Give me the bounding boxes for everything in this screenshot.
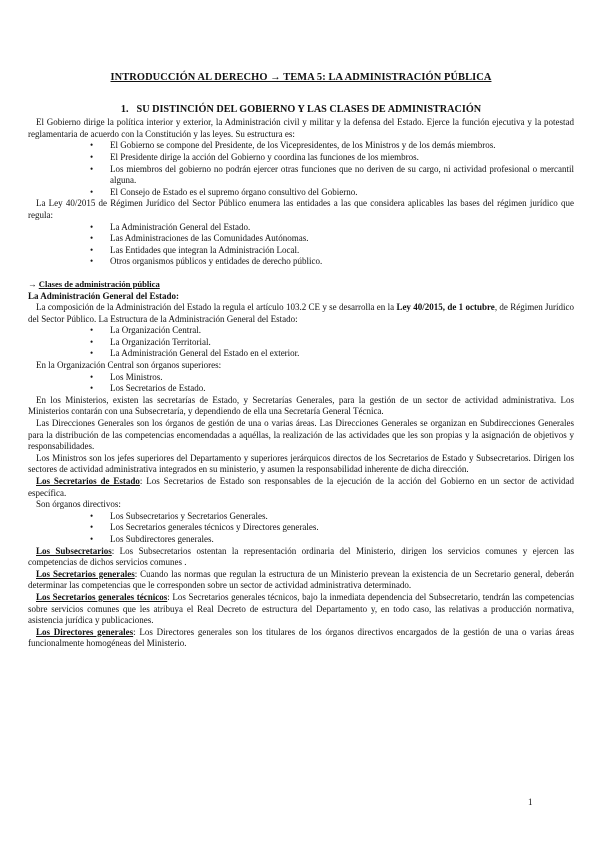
page-content [28, 72, 574, 650]
list-item: • El Presidente dirige la acción del Gobierno y coordina las funciones de los miembros. [110, 152, 574, 164]
arrow-icon: → [28, 278, 37, 289]
directivos-intro: Son órganos directivos: [36, 499, 121, 510]
age-heading: La Administración General del Estado: [28, 290, 180, 301]
directores-generales-text: : Los Directores generales son los titulares de los órganos directivos encargados de la gestión de una o varias áreas funcionalmente homogéneas del Ministerio. [28, 626, 575, 649]
secretarios-tecnicos-text: : Los Secretarios generales técnicos, bajo la inmediata dependencia del Subsecretario, tendrán las competencias sobre servicios comunes que les atribuya el Real Decreto de estructura del Departamento y, en todo caso, las relativas a producción normativa, asistencia jurídica y publicaciones. [28, 591, 574, 626]
secretarios-generales-label: Los Secretarios generales [36, 568, 135, 579]
gobierno-structure-list [28, 140, 574, 198]
secretarios-estado-label: Los Secretarios de Estado [36, 476, 140, 486]
list-item: • Los Subsecretarios y Secretarios Generales. [110, 511, 574, 523]
composicion-text-a: La composición de la Administración del Estado la regula el artículo 103.2 CE y se desarrolla en la [36, 302, 397, 313]
list-item: • Otros organismos públicos y entidades de derecho público. [110, 256, 574, 268]
ministerios-paragraph: En los Ministerios, existen las secretarías de Estado, y Secretarías Generales, para la gestión de un sector de actividad administrativa. Los Ministerios contarán con una Subsecretaría, y dependiendo de ella una Secretaría General Técnica. [28, 394, 574, 417]
list-item: • Los Subdirectores generales. [110, 534, 574, 546]
section-1-heading [28, 104, 574, 116]
list-item: • Los Secretarios de Estado. [110, 383, 574, 395]
list-item: • El Gobierno se compone del Presidente, de los Vicepresidentes, de los Ministros y de los demás miembros. [110, 140, 574, 152]
ley-reference: Ley 40/2015, de 1 octubre [396, 302, 495, 313]
organos-superiores-list [28, 372, 574, 395]
subsecretarios-text: : Los Subsecretarios ostentan la representación ordinaria del Ministerio, dirigen los servicios comunes y ejercen las competencias de dichos servicios comunes . [28, 545, 574, 568]
secretarios-tecnicos-label: Los Secretarios generales técnicos [36, 591, 168, 602]
list-item: • La Administración General del Estado en el exterior. [110, 348, 574, 360]
clases-heading-text: Clases de administración pública [38, 278, 160, 289]
composicion-text-b: , de Régimen Jurídico del Sector Público. La Estructura de la Administración General del Estado: [28, 302, 575, 324]
directores-generales-label: Los Directores generales [36, 626, 134, 637]
list-item: • La Organización Central. [110, 325, 574, 337]
clases-heading [28, 279, 574, 291]
secretarios-estado-text: : Los Secretarios de Estado son responsables de la ejecución de la acción del Gobierno en un sector de actividad específica. [28, 476, 574, 498]
direcciones-paragraph: Las Direcciones Generales son los órganos de gestión de una o varias áreas. Las Direcciones Generales se organizan en Subdirecciones Generales para la distribución de las competencias encomendadas a aquéllas, la realización de las actividades que les son propias y la asignación de objetivos y responsabilidades. [28, 418, 574, 452]
subsecretarios-paragraph [28, 546, 574, 569]
list-item: • Los Secretarios generales técnicos y Directores generales. [110, 522, 574, 534]
list-item: • Las Entidades que integran la Administración Local. [110, 245, 574, 257]
secretarios-generales-paragraph [28, 569, 574, 592]
list-item: • La Administración General del Estado. [110, 222, 574, 234]
subsecretarios-label: Los Subsecretarios [36, 545, 112, 556]
secretarios-generales-text: : Cuando las normas que regulan la estructura de un Ministerio prevean la existencia de un Secretario general, deberán determinar las competencias que le corresponden sobre un sector de actividad administrativa determinado. [28, 568, 574, 591]
composicion-paragraph [28, 302, 574, 325]
section-1-number: 1. [120, 103, 129, 115]
document-title: INTRODUCCIÓN AL DERECHO → TEMA 5: LA ADMINISTRACIÓN PÚBLICA [110, 72, 492, 83]
section-1-heading-text: SU DISTINCIÓN DEL GOBIERNO Y LAS CLASES DE ADMINISTRACIÓN [136, 103, 482, 115]
ministros-paragraph: Los Ministros son los jefes superiores del Departamento y superiores jerárquicos directos de los Secretarios de Estado y Subsecretarios. Dirigen los sectores de actividad administrativa integrados en su ministerio, y asumen la responsabilidad inherente de dicha dirección. [28, 452, 574, 475]
secretarios-tecnicos-paragraph [28, 592, 574, 627]
page-number: 1 [528, 797, 533, 807]
list-item: • Las Administraciones de las Comunidades Autónomas. [110, 233, 574, 245]
list-item: • Los Ministros. [110, 372, 574, 384]
directores-generales-paragraph [28, 627, 574, 650]
gobierno-intro-paragraph: El Gobierno dirige la política interior y exterior, la Administración civil y militar y la defensa del Estado. Ejerce la función ejecutiva y la potestad reglamentaria de acuerdo con la Constitución y las leyes. Su estructura es: [28, 117, 574, 139]
secretarios-estado-paragraph [28, 476, 574, 499]
spacer [28, 268, 574, 279]
list-item: • La Organización Territorial. [110, 337, 574, 349]
entidades-list [28, 222, 574, 268]
age-structure-list [28, 325, 574, 360]
organos-directivos-list [28, 511, 574, 546]
central-intro: En la Organización Central son órganos superiores: [36, 360, 222, 371]
list-item: • Los miembros del gobierno no podrán ejercer otras funciones que no deriven de su cargo, ni actividad profesional o mercantil alguna. [110, 164, 574, 187]
ley-40-2015-paragraph: La Ley 40/2015 de Régimen Jurídico del Sector Público enumera las entidades a las que considera aplicables las bases del régimen jurídico que regula: [28, 198, 574, 220]
list-item: • El Consejo de Estado es el supremo órgano consultivo del Gobierno. [110, 187, 574, 199]
